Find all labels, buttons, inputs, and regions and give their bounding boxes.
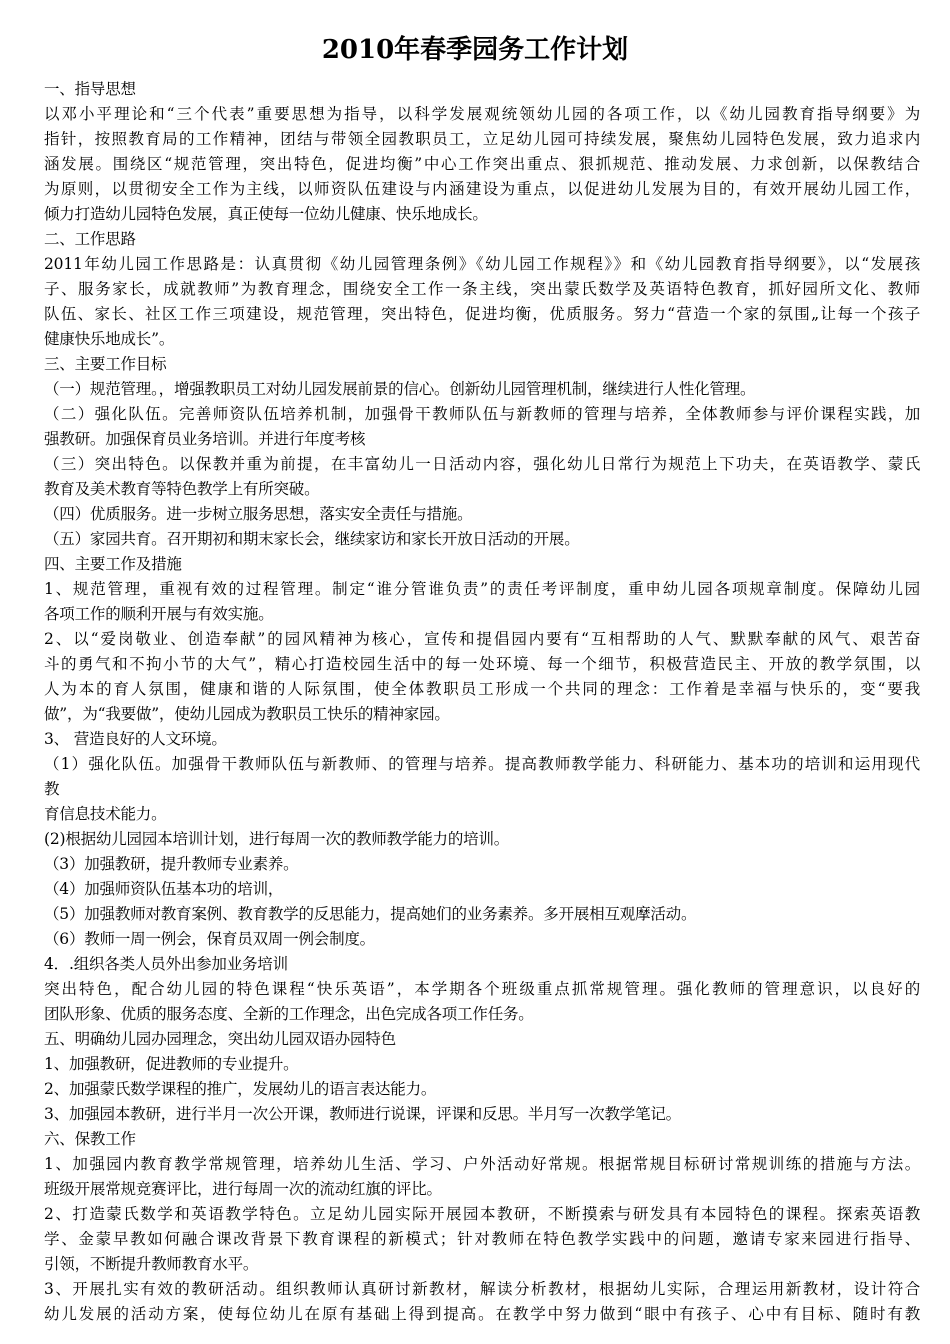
text-line: 一、指导思想	[44, 80, 136, 98]
text-line: （四）优质服务。进一步树立服务思想，落实安全责任与措施。	[44, 505, 473, 523]
text-line: (2)根据幼儿园园本培训计划，进行每周一次的教师教学能力的培训。	[44, 830, 510, 848]
text-line: 各项工作的顺利开展与有效实施。	[44, 605, 274, 623]
text-line: 四、主要工作及措施	[44, 555, 182, 573]
text-line: （二）强化队伍。完善师资队伍培养机制，加强骨干教师队伍与新教师的管理与培养，全体教师参与评价课程实践，加	[44, 405, 920, 423]
text-line: 3、开展扎实有效的教研活动。组织教师认真研讨新教材，解读分析教材，根据幼儿实际，合理运用新教材，设计符合	[44, 1280, 920, 1298]
text-line: 突出特色，配合幼儿园的特色课程“快乐英语”，本学期各个班级重点抓常规管理。强化教师的管理意识，以良好的	[44, 980, 920, 998]
text-line: （4）加强师资队伍基本功的培训，	[44, 880, 284, 898]
text-line: 健康快乐地成长”。	[44, 330, 175, 348]
text-line: 2、打造蒙氏数学和英语教学特色。立足幼儿园实际开展园本教研，不断摸索与研发具有本园特色的课程。探索英语教	[44, 1205, 920, 1223]
text-line: 三、主要工作目标	[44, 355, 167, 373]
text-line: 涵发展。围绕区“规范管理，突出特色，促进均衡”中心工作突出重点、狠抓规范、推动发展、力求创新，以保教结合	[44, 155, 920, 173]
text-line: 教育及美术教育等特色教学上有所突破。	[44, 480, 320, 498]
text-line: 做”，为“我要做”，使幼儿园成为教职员工快乐的精神家园。	[44, 705, 450, 723]
text-line: 队伍、家长、社区工作三项建设，规范管理，突出特色，促进均衡，优质服务。努力“营造一个家的氛围„让每一个孩子	[44, 305, 920, 323]
document-title: 2010年春季园务工作计划	[321, 35, 629, 65]
document-body	[44, 77, 920, 1327]
text-line: 1、规范管理，重视有效的过程管理。制定“谁分管谁负责”的责任考评制度，重申幼儿园各项规章制度。保障幼儿园	[44, 580, 920, 598]
text-line: 3、 营造良好的人文环境。	[44, 730, 227, 748]
text-line: 育信息技术能力。	[44, 805, 167, 823]
text-line: （五）家园共育。召开期初和期末家长会，继续家访和家长开放日活动的开展。	[44, 530, 580, 548]
text-line: （一）规范管理。，增强教职员工对幼儿园发展前景的信心。创新幼儿园管理机制，继续进行人性化管理。	[44, 380, 756, 398]
text-line: （1）强化队伍。加强骨干教师队伍与新教师、的管理与培养。提高教师教学能力、科研能力、基本功的培训和运用现代	[44, 755, 920, 773]
text-line: 4．.组织各类人员外出参加业务培训	[44, 955, 288, 973]
text-line: 学、金蒙早教如何融合课改背景下教育课程的新模式；针对教师在特色教学实践中的问题，邀请专家来园进行指导、	[44, 1230, 920, 1248]
text-line: 团队形象、优质的服务态度、全新的工作理念，出色完成各项工作任务。	[44, 1005, 534, 1023]
text-line: 1、加强园内教育教学常规管理，培养幼儿生活、学习、户外活动好常规。根据常规目标研讨常规训练的措施与方法。	[44, 1155, 920, 1173]
text-line: （5）加强教师对教育案例、教育教学的反思能力，提高她们的业务素养。多开展相互观摩活动。	[44, 905, 697, 923]
text-line: 1、加强教研，促进教师的专业提升。	[44, 1055, 299, 1073]
text-line: 强教研。加强保育员业务培训。并进行年度考核	[44, 430, 366, 448]
text-line: 二、工作思路	[44, 230, 136, 248]
text-line: 人为本的育人氛围，健康和谐的人际氛围，使全体教职员工形成一个共同的理念：工作着是幸福与快乐的，变“要我	[44, 680, 920, 698]
text-line: 班级开展常规竞赛评比，进行每周一次的流动红旗的评比。	[44, 1180, 442, 1198]
text-line: 指针，按照教育局的工作精神，团结与带领全园教职员工，立足幼儿园可持续发展，聚焦幼儿园特色发展，致力追求内	[44, 130, 920, 148]
text-line: （3）加强教研，提升教师专业素养。	[44, 855, 299, 873]
text-line: 为原则，以贯彻安全工作为主线，以师资队伍建设与内涵建设为重点，以促进幼儿发展为目的，有效开展幼儿园工作，	[44, 180, 920, 198]
text-line: （6）教师一周一例会，保育员双周一例会制度。	[44, 930, 375, 948]
text-line: 子、服务家长，成就教师”为教育理念，围绕安全工作一条主线，突出蒙氏数学及英语特色教育，抓好园所文化、教师	[44, 280, 920, 298]
text-line: 六、保教工作	[44, 1130, 136, 1148]
text-line: 教	[44, 780, 60, 798]
text-line: 2011年幼儿园工作思路是：认真贯彻《幼儿园管理条例》《幼儿园工作规程》》和《幼儿园教育指导纲要》，以“发展孩	[44, 255, 920, 273]
text-line: 幼儿发展的活动方案，使每位幼儿在原有基础上得到提高。在教学中努力做到“眼中有孩子、心中有目标、随时有教	[44, 1305, 920, 1323]
text-line: 引领，不断提升教师教育水平。	[44, 1255, 259, 1273]
text-line: （三）突出特色。以保教并重为前提，在丰富幼儿一日活动内容，强化幼儿日常行为规范上下功夫，在英语教学、蒙氏	[44, 455, 920, 473]
text-line: 3、加强园本教研，进行半月一次公开课，教师进行说课，评课和反思。半月写一次教学笔记。	[44, 1105, 681, 1123]
text-line: 以邓小平理论和“三个代表”重要思想为指导，以科学发展观统领幼儿园的各项工作，以《幼儿园教育指导纲要》为	[44, 105, 920, 123]
text-line: 斗的勇气和不拘小节的大气”，精心打造校园生活中的每一处环境、每一个细节，积极营造民主、开放的教学氛围，以	[44, 655, 920, 673]
text-line: 2、加强蒙氏数学课程的推广，发展幼儿的语言表达能力。	[44, 1080, 437, 1098]
text-line: 五、明确幼儿园办园理念，突出幼儿园双语办园特色	[44, 1030, 396, 1048]
text-line: 倾力打造幼儿园特色发展，真正使每一位幼儿健康、快乐地成长。	[44, 205, 488, 223]
text-line: 2、以“爱岗敬业、创造奉献”的园风精神为核心，宣传和提倡园内要有“互相帮助的人气、默默奉献的风气、艰苦奋	[44, 630, 920, 648]
